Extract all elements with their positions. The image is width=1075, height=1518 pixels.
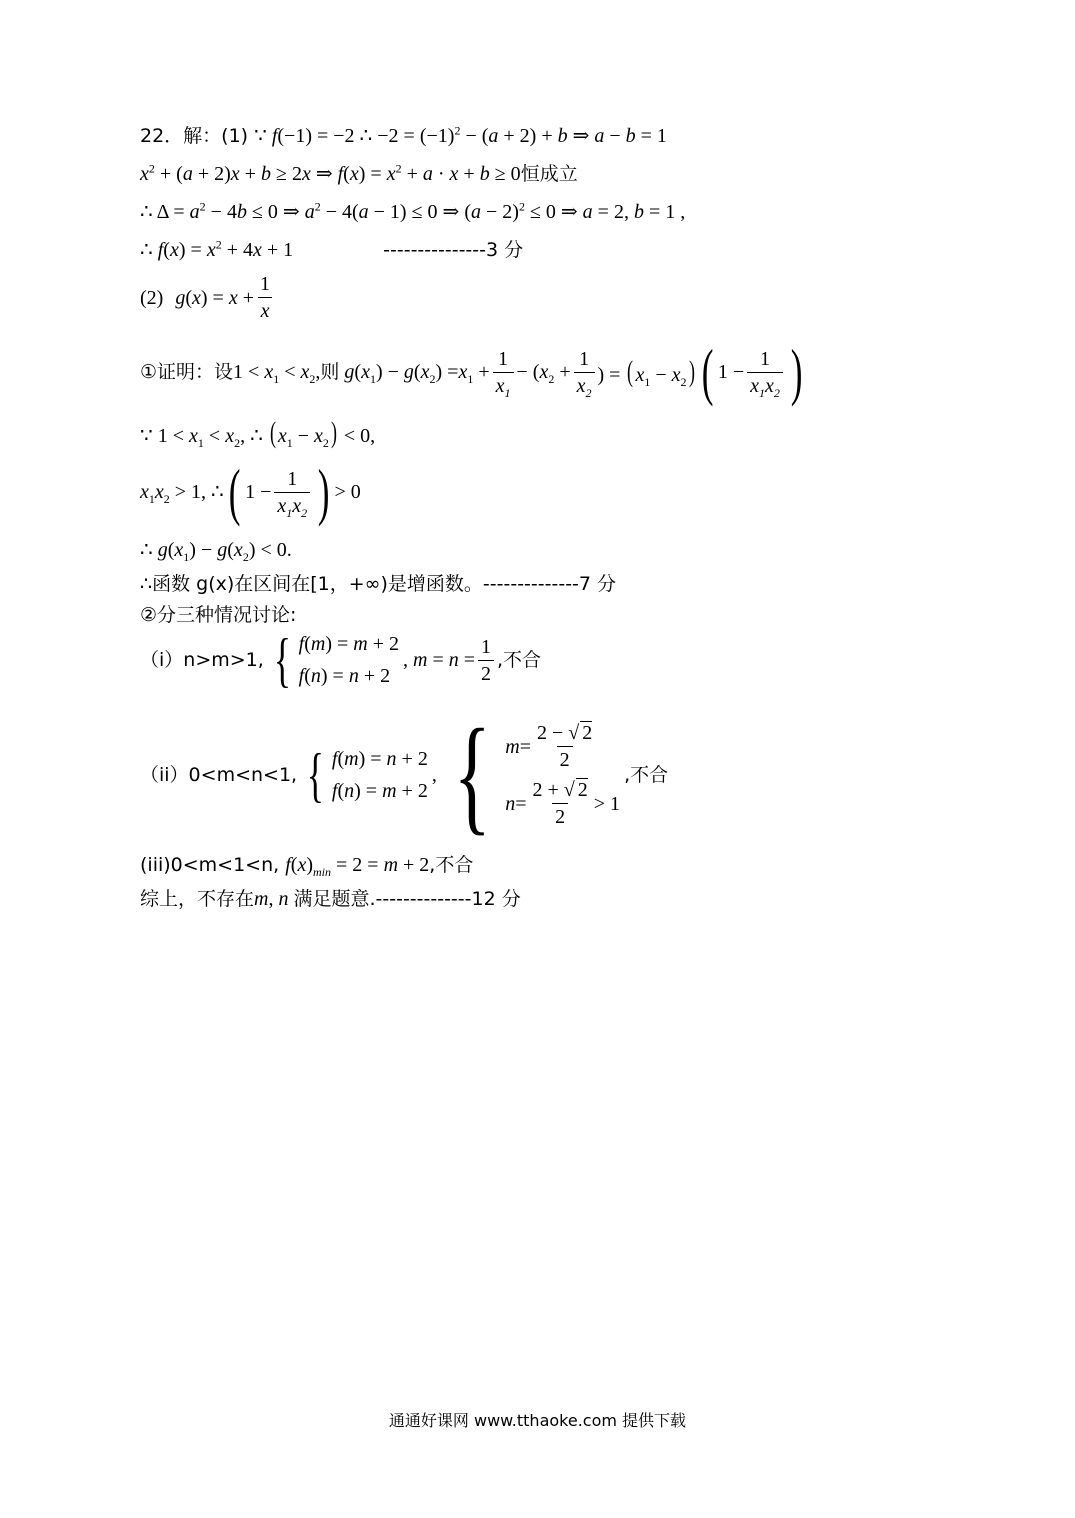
case-1 [140, 627, 542, 693]
then-text: 则 [320, 360, 340, 383]
function-result: ∴ $f(x) = x^2 + 4x + 1$ [140, 237, 294, 261]
conclusion [140, 889, 521, 909]
conclusion-end: 满足题意. [293, 887, 376, 910]
conclusion-vars: m, n [254, 888, 289, 910]
case-2 [140, 703, 669, 847]
case-2-result: ,不合 [624, 763, 669, 786]
product-gt-1: $x_1x_2 > 1$, ∴ [140, 481, 224, 506]
problem-label: 22．解：(1) [140, 124, 249, 147]
increasing-conclusion: ∴函数 g(x)在区间在[1，+∞)是增函数。--------------7 分 [140, 573, 617, 595]
minus-term: − ($x_2$ + [516, 361, 571, 386]
case-1-system: { f(m) = m + 2 f(n) = n + 2 [273, 627, 399, 693]
case-2-label: （ii）0<m<n<1, [140, 763, 298, 786]
inequality: $x^2 + (a + 2)x + b \ge 2x$ ⇒ $f(x) = x^2 + a \cdot x + b \ge 0$ [140, 161, 521, 185]
case-1-solution: , m = n = [403, 649, 476, 671]
solution-line-7 [140, 418, 375, 448]
factored-expr: ) = ( $x_1 - x_2$) [597, 355, 695, 389]
equation-part1: ∵ f(−1) = −2 ∴ $-2 = (-1)^2 - (a + 2) + b$ ⇒ a − b = 1 [254, 123, 667, 147]
part2-label: (2) [140, 286, 164, 309]
case-3-result: ,不合 [429, 853, 474, 876]
case-2-solution-system: { m = $\frac{2 - √ 2}{2}$ n = $\frac{2 + √ 2}{2}$ > 1 [453, 703, 621, 847]
proof-label: ①证明：设 [140, 360, 234, 383]
discriminant-equation: ∴ $\Delta = a^2 - 4b \le 0$ ⇒ $a^2 - 4(a - 1) \le 0$ ⇒ $(a - 2)^2 \le 0$ ⇒ a = 2, b = 1 , [140, 199, 686, 223]
case-3-math: $f(x)_{min} = 2 = m + 2$ [285, 854, 430, 879]
one-minus-2: 1 − [245, 481, 272, 503]
gt-zero: > 0 [334, 481, 361, 503]
cases-intro: ②分三种情况讨论: [140, 604, 297, 626]
assumption: $1 < x_1 < x_2$, [233, 361, 321, 386]
sign-of-difference: ∵ $1 < x_1 < x_2$, ∴ ( $x_1 - x_2) < 0$, [140, 416, 376, 450]
score-mark-12: --------------12 分 [375, 887, 521, 910]
right-paren: ) [790, 336, 803, 407]
g-definition: g(x) = x + [175, 286, 255, 309]
comma: , [431, 764, 437, 786]
conclusion-start: 综上，不存在 [140, 887, 255, 910]
fraction-1-over-x2: $\frac{1}{x_2}$ [574, 349, 595, 396]
left-paren: ( [701, 336, 714, 407]
case-1-label: （i）n>m>1, [140, 648, 264, 671]
solution-line-6 [140, 336, 807, 407]
case-3 [140, 853, 474, 879]
page-footer: 通通好课网 www.tthaoke.com 提供下载 [388, 1411, 687, 1430]
solution-line-1 [140, 123, 667, 147]
score-mark-3: ---------------3 分 [383, 238, 524, 261]
solution-line-3 [140, 199, 686, 223]
case-1-result: ,不合 [497, 648, 542, 671]
fraction-1-over-x1x2: $\frac{1}{x_1x_2}$ [747, 349, 783, 396]
fraction-1-over-x: $\frac{1}{x}$ [257, 274, 273, 321]
difference-expr: $g(x_1) - g(x_2) =x_1$ + [344, 361, 490, 386]
fraction-1-over-2: $\frac{1}{2}$ [478, 637, 494, 684]
solution-line-5 [140, 274, 276, 321]
case-3-label: (iii)0<m<1<n, [140, 853, 280, 876]
solution-line-2 [140, 161, 578, 185]
difference-negative: ∴ $g(x_1) - g(x_2) < 0$. [140, 539, 292, 564]
solution-line-10 [140, 575, 616, 594]
case-2-system: { f(m) = n + 2 f(n) = m + 2 [306, 742, 428, 808]
solution-line-4 [140, 237, 524, 261]
right-paren-2: ) [317, 456, 330, 527]
left-paren-2: ( [228, 456, 241, 527]
one-minus: 1 − [717, 361, 745, 383]
solution-line-9 [140, 539, 292, 564]
solution-line-11 [140, 606, 296, 625]
always-holds-text: 恒成立 [520, 162, 578, 185]
fraction-1-over-x1: $\frac{1}{x_1}$ [493, 349, 514, 396]
solution-line-8 [140, 456, 361, 527]
fraction-1-over-x1x2-2: $\frac{1}{x_1x_2}$ [274, 469, 310, 516]
